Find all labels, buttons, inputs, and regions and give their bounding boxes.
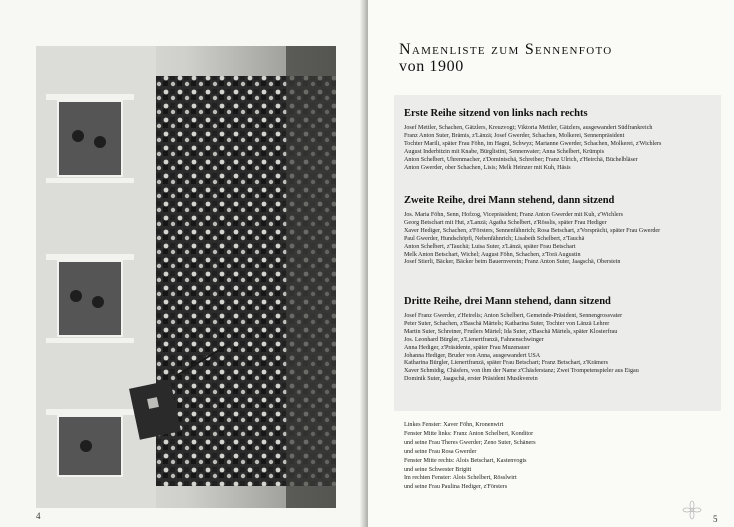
name-line: Anna Hediger, z'Präsidente, später Frau Muzenauer [404, 344, 530, 351]
name-line: Paul Gwerder, Hundschöpfi, Nebenfähnrich; Lisabeth Schelbert, z'Tauchä [404, 235, 585, 242]
group-photo-illustration [36, 46, 336, 508]
window-names [404, 421, 704, 492]
page-number-right: 5 [713, 514, 718, 524]
window-line: und seine Frau Paulina Hediger, z'Försters [404, 484, 508, 491]
section-second-row [404, 195, 720, 267]
section-heading: Dritte Reihe, drei Mann stehend, dann sitzend [404, 296, 611, 307]
name-line: Peter Suter, Schachen, z'Baschä Märtels; Katharina Suter, Tochter von Länzä Lehrer [404, 320, 610, 327]
name-line: Josef Franz Gwerder, z'Heirelis; Anton Schelbert, Gemeinde-Präsident, Sennengrossvater [404, 313, 623, 319]
name-line: Xaver Hediger, Schachen, z'Försters, Sennenfähnrich; Rosa Betschart, z'Vorsprächi, später Frau Gwerder [404, 227, 661, 234]
name-line: Jos. Maria Föhn, Senn, Hofzog, Vicepräsident; Franz Anton Gwerder mit Kuh, z'Wichlers [404, 212, 624, 218]
name-line: Franz Anton Suter, Brämis, z'Länzä; Josef Gwerder, Schachen, Molkerei, Sennenpräsident [404, 132, 625, 139]
name-line: Dominik Suter, Jaagschä, erster Präsident Musikverein [404, 376, 538, 383]
window-line: und seine Frau Rosa Gwerder [404, 448, 477, 455]
window-line: Fenster Mitte links: Franz Anton Schelbert, Konditor [404, 430, 534, 437]
name-line: Anton Schelbert, Uhrenmacher, z'Domintschä, Schreiber; Franz Ulrich, z'Heirchä, Büchelbläser [404, 156, 638, 163]
name-line: Anton Schelbert, z'Tauchä; Luisa Suter, z'Länzä, später Frau Betschart [404, 243, 576, 250]
name-line: Josef Mettler, Schachen, Gätzlers, Kreuzvogt; Viktoria Mettler, Gätzlers, ausgewandert Südfrankreich [404, 125, 653, 131]
window-line: Im rechten Fenster: Alois Schelbert, Rösslwirt [404, 475, 517, 482]
right-page [368, 0, 734, 527]
title-line-1: Namenliste zum Sennenfoto [399, 41, 613, 58]
name-line: Katharina Bürgler, Lienertfranzä, später Frau Betschart; Franz Betschart, z'Krämers [404, 360, 608, 367]
left-page [0, 0, 366, 527]
window-line: Linkes Fenster: Xaver Föhn, Kronenwirt [404, 422, 504, 428]
group-photo [36, 46, 336, 508]
name-line: Xaver Schmidig, Chäsfers, von ihm der Name z'Chäsferstanz; Zwei Trompetenspieler aus Eigau [404, 368, 639, 375]
flower-icon [682, 500, 702, 520]
name-line: Tochter Marili, später Frau Föhn, im Hagni, Schwyz; Marianne Gwerder, Schachen, Molkerei, z'Wichlers [404, 140, 662, 147]
name-line: Melk Anton Betschart, Wichel; August Föhn, Schachen, z'Torä Augustin [404, 251, 581, 258]
name-line: August Inderbitzin mit Knabe, Bürglistini, Sennenvater; Anna Schelbert, Krümpis [404, 148, 605, 155]
name-line: Josef Stierli, Bäcker, Bäcker beim Bauernverein; Franz Anton Suter, Jaagschä, Oberstein [404, 259, 621, 266]
page-title [399, 41, 719, 75]
section-heading: Erste Reihe sitzend von links nach rechts [404, 108, 588, 119]
name-line: Georg Betschart mit Hut, z'Lanzä; Agatha Schelbert, z'Rösslis, später Frau Hediger [404, 219, 607, 226]
page-number-left: 4 [36, 511, 41, 521]
section-first-row [404, 108, 720, 172]
name-line: Johanna Hediger, Bruder von Anna, ausgewandert USA [404, 352, 541, 359]
section-heading: Zweite Reihe, drei Mann stehend, dann sitzend [404, 195, 615, 206]
name-line: Jos. Leonhard Bürgler, z'Lienertfranzä, Fahnenschwinger [404, 336, 544, 343]
name-line: Martin Suter, Schreiner, Frutlers Märtel; Ida Suter, z'Baschä Märtels, später Klosterfrau [404, 328, 618, 335]
window-line: Fenster Mitte rechts: Alois Betschart, Kastenvogts [404, 457, 527, 464]
window-line: und seine Schwester Brigitt [404, 466, 472, 473]
section-third-row [404, 296, 720, 384]
name-line: Anton Gwerder, ober Schachen, Lisis; Melk Heinzer mit Kuh, Häsis [404, 164, 571, 171]
title-line-2: von 1900 [399, 58, 464, 75]
window-line: und seine Frau Theres Gwerder; Zeno Suter, Schäners [404, 439, 536, 446]
